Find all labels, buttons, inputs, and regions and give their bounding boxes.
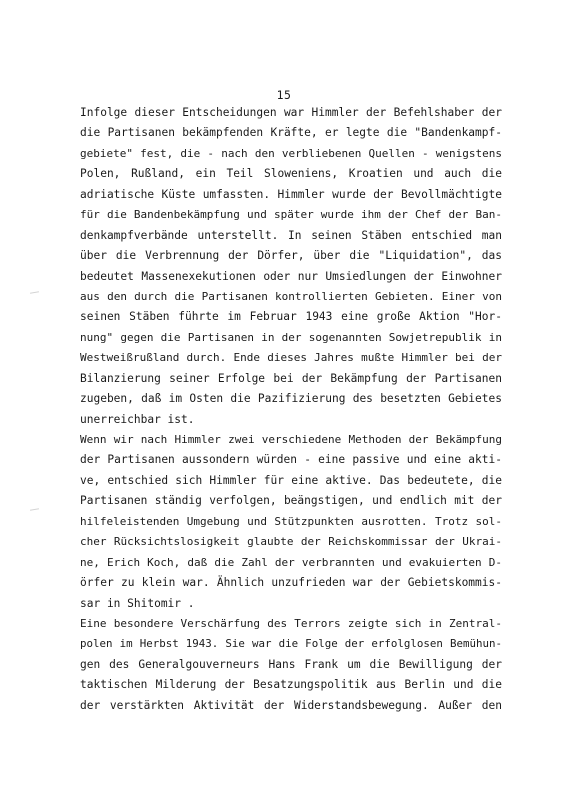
text-line: polen im Herbst 1943. Sie war die Folge der erfolglosen Bemühun- [80,637,502,651]
text-line: der Partisanen aussondern würden - eine passive und eine akti- [80,453,502,467]
text-line: über die Verbrennung der Dörfer, über die "Liquidation", das [80,249,502,263]
text-line: adriatische Küste umfassten. Himmler wurde der Bevollmächtigte [80,187,502,201]
text-line: Bilanzierung seiner Erfolge bei der Bekämpfung der Partisanen [80,371,502,385]
text-line: cher Rücksichtslosigkeit glaubte der Reichskommissar der Ukrai- [80,535,502,549]
text-line: Wenn wir nach Himmler zwei verschiedene Methoden der Bekämpfung [80,433,502,446]
text-line: Westweißrußland durch. Ende dieses Jahres mußte Himmler bei der [80,351,502,365]
text-line: sar in Shitomir . [80,596,195,610]
text-line: zugeben, daß im Osten die Pazifizierung des besetzten Gebietes [80,392,502,406]
text-line: unerreichbar ist. [80,412,195,426]
text-line: denkampfverbände unterstellt. In seinen Stäben entschied man [80,228,502,242]
margin-mark [30,291,39,294]
text-line: ve, entschied sich Himmler für eine aktive. Das bedeutete, die [80,473,502,487]
body-text [80,103,502,716]
text-line: Polen, Rußland, ein Teil Sloweniens, Kroatien und auch die [80,167,502,181]
text-line: hilfeleistenden Umgebung und Stützpunkten ausrotten. Trotz sol- [80,514,502,528]
text-line: seinen Stäben führte im Februar 1943 eine große Aktion "Hor- [80,310,502,324]
text-line: Eine besondere Verschärfung des Terrors zeigte sich in Zentral- [80,616,502,630]
text-line: für die Bandenbekämpfung und später wurde ihm der Chef der Ban- [80,208,502,222]
text-line: Infolge dieser Entscheidungen war Himmler der Befehlshaber der [80,106,502,119]
text-line: nung" gegen die Partisanen in der sogenannten Sowjetrepublik in [80,330,502,344]
text-line: aus den durch die Partisanen kontrollierten Gebieten. Einer von [80,289,502,303]
text-line: örfer zu klein war. Ähnlich unzufrieden war der Gebietskommis- [80,576,502,590]
text-line: taktischen Milderung der Besatzungspolitik aus Berlin und die [80,678,502,692]
text-line: Partisanen ständig verfolgen, beängstigen, und endlich mit der [80,494,502,508]
page-number: 15 [276,88,292,102]
text-line: ne, Erich Koch, daß die Zahl der verbrannten und evakuierten D- [80,555,502,569]
margin-mark [30,508,39,511]
text-line: gebiete" fest, die - nach den verbliebenen Quellen - wenigstens [80,146,502,160]
text-line: bedeutet Massenexekutionen oder nur Umsiedlungen der Einwohner [80,269,502,283]
text-line: die Partisanen bekämpfenden Kräfte, er legte die "Bandenkampf- [80,126,502,140]
text-line: gen des Generalgouverneurs Hans Frank um die Bewilligung der [80,657,502,671]
text-line: der verstärkten Aktivität der Widerstandsbewegung. Außer den [80,698,502,712]
